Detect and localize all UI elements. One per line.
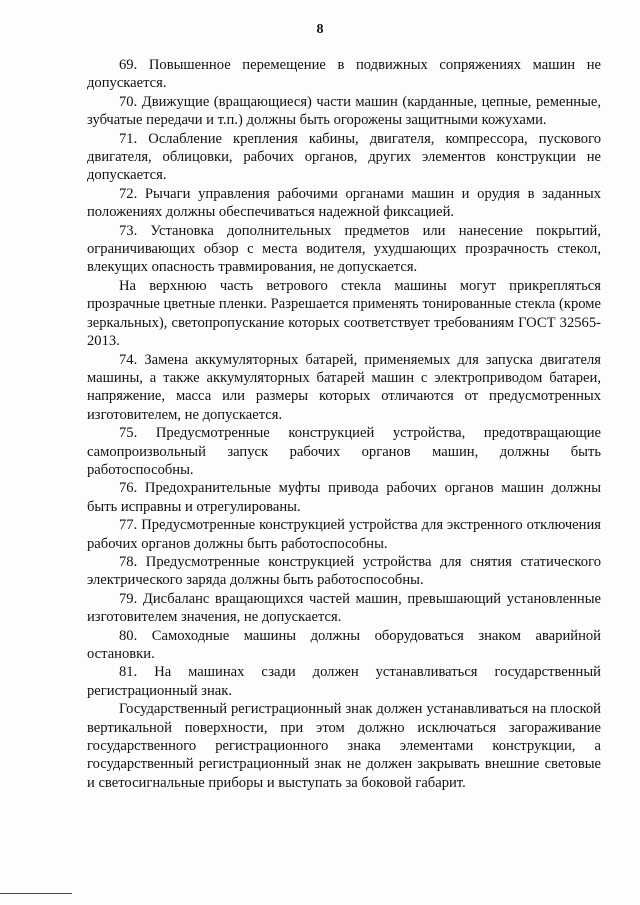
paragraph-73: 73. Установка дополнительных предметов или нанесение покрытий, ограничивающих обзор с места водителя, ухудшающих прозрачность стекол, влекущих опасность травмирования, не допускается. xyxy=(87,222,601,276)
document-body xyxy=(87,56,601,792)
paragraph-70: 70. Движущие (вращающиеся) части машин (карданные, цепные, ременные, зубчатые передачи и т.п.) должны быть огорожены защитными кожухами. xyxy=(87,93,601,129)
paragraph-77: 77. Предусмотренные конструкцией устройства для экстренного отключения рабочих органов должны быть работоспособны. xyxy=(87,517,601,552)
paragraph-71: 71. Ослабление крепления кабины, двигателя, компрессора, пускового двигателя, облицовки, рабочих органов, других элементов конструкции не допускается. xyxy=(87,130,601,184)
paragraph-75: 75. Предусмотренные конструкцией устройства, предотвращающие самопроизвольный запуск рабочих органов машин, должны быть работоспособны. xyxy=(87,425,601,478)
paragraph-81: 81. На машинах сзади должен устанавливаться государственный регистрационный знак. xyxy=(87,664,601,699)
paragraph-76: 76. Предохранительные муфты привода рабочих органов машин должны быть исправны и отрегулированы. xyxy=(87,480,601,515)
paragraph-81-plate-placement: Государственный регистрационный знак должен устанавливаться на плоской вертикальной поверхности, при этом должно исключаться загораживание государственного регистрационного знака элементами конструкции, а государственный регистрационный знак не должен закрывать внешние световые и светосигнальные приборы и выступать за боковой габарит. xyxy=(87,701,601,791)
paragraph-73-windshield-films: На верхнюю часть ветрового стекла машины могут прикрепляться прозрачные цветные пленки. Разрешается применять тонированные стекла (кроме зеркальных), светопропускание которых соответствует требованиям ГОСТ 32565-2013. xyxy=(87,277,601,350)
paragraph-78: 78. Предусмотренные конструкцией устройства для снятия статического электрического заряда должны быть работоспособны. xyxy=(87,553,601,589)
paragraph-72: 72. Рычаги управления рабочими органами машин и орудия в заданных положениях должны обеспечиваться надежной фиксацией. xyxy=(87,185,601,221)
paragraph-80: 80. Самоходные машины должны оборудоваться знаком аварийной остановки. xyxy=(87,627,601,662)
bottom-divider xyxy=(0,893,72,894)
paragraph-74: 74. Замена аккумуляторных батарей, применяемых для запуска двигателя машины, а также аккумуляторных батарей машин с электроприводом батареи, напряжение, масса или размеры которых отличаются от предусмотренных изготовителем, не допускается. xyxy=(87,351,601,423)
paragraph-69: 69. Повышенное перемещение в подвижных сопряжениях машин не допускается. xyxy=(87,57,601,92)
paragraph-79: 79. Дисбаланс вращающихся частей машин, превышающий установленные изготовителем значения, не допускается. xyxy=(87,590,601,626)
page-number: 8 xyxy=(316,22,324,37)
